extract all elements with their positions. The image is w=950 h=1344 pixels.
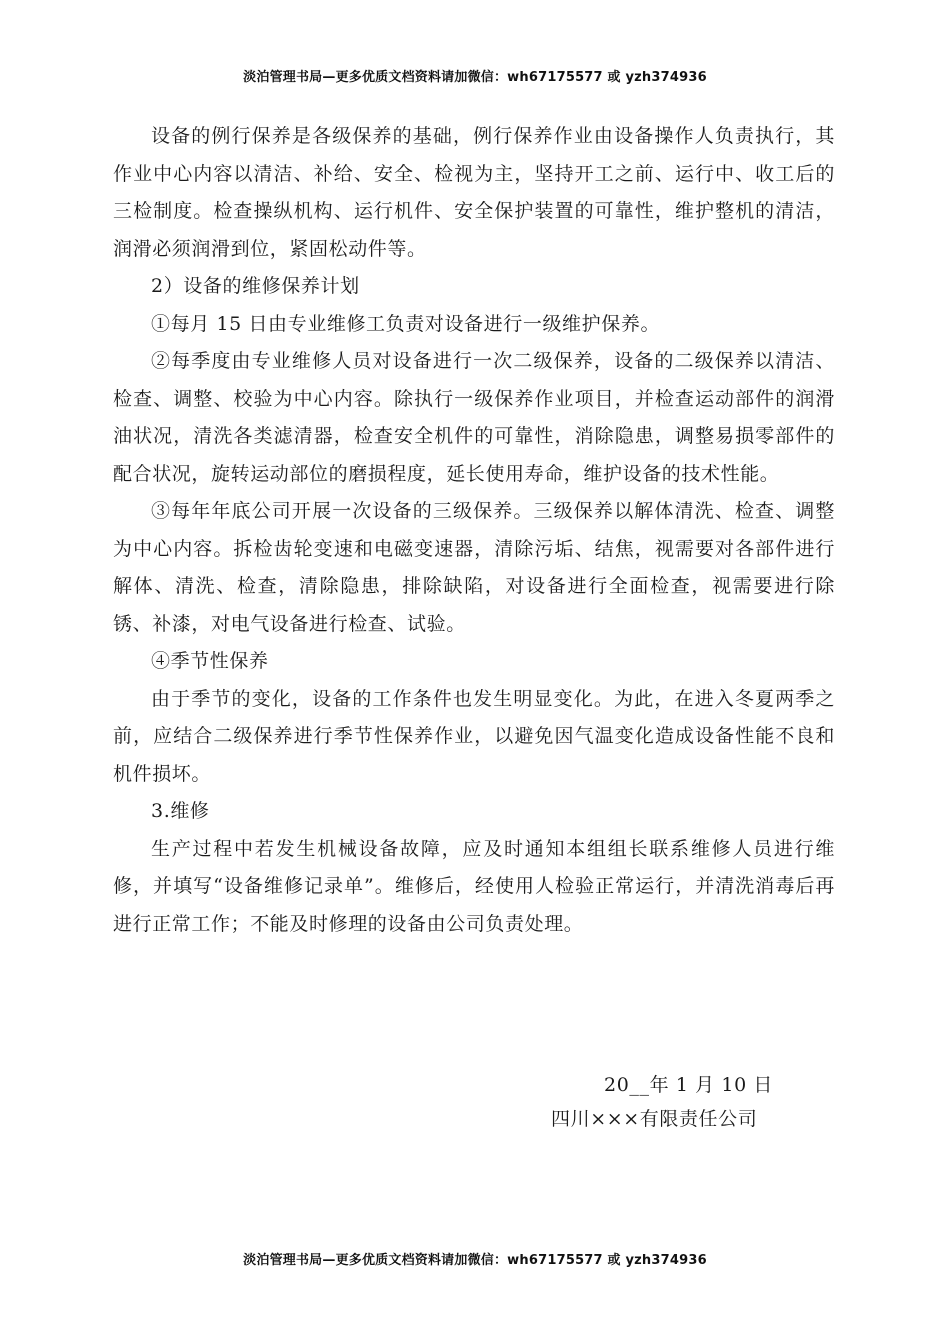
page-header: 淡泊管理书局—更多优质文档资料请加微信：wh67175577 或 yzh374936: [243, 70, 707, 85]
paragraph-routine-maintenance: 设备的例行保养是各级保养的基础，例行保养作业由设备操作人负责执行，其作业中心内容以清洁、补给、安全、检视为主，坚持开工之前、运行中、收工后的三检制度。检查操纵机构、运行机件、安全保护装置的可靠性，维护整机的清洁，润滑必须润滑到位，紧固松动件等。: [113, 125, 835, 260]
paragraph-seasonal-maintenance: 由于季节的变化，设备的工作条件也发生明显变化。为此，在进入冬夏两季之前，应结合二级保养进行季节性保养作业，以避免因气温变化造成设备性能不良和机件损坏。: [113, 687, 835, 785]
list-item-third-level: ③每年年底公司开展一次设备的三级保养。三级保养以解体清洗、检查、调整为中心内容。拆检齿轮变速和电磁变速器，清除污垢、结焦，视需要对各部件进行解体、清洗、检查，清除隐患，排除缺陷，对设备进行全面检查，视需要进行除锈、补漆，对电气设备进行检查、试验。: [113, 500, 835, 635]
list-item-first-level: ①每月 15 日由专业维修工负责对设备进行一级维护保养。: [151, 312, 661, 335]
paragraph-repair: 生产过程中若发生机械设备故障，应及时通知本组组长联系维修人员进行维修，并填写“设备维修记录单”。维修后，经使用人检验正常运行，并清洗消毒后再进行正常工作；不能及时修理的设备由公司负责处理。: [113, 837, 835, 935]
section-heading-repair: 3.维修: [151, 800, 210, 822]
list-item-seasonal: ④季节性保养: [151, 650, 269, 672]
signature-date: 20__年 1 月 10 日: [604, 1074, 774, 1096]
list-item-second-level: ②每季度由专业维修人员对设备进行一次二级保养，设备的二级保养以清洁、检查、调整、校验为中心内容。除执行一级保养作业项目，并检查运动部件的润滑油状况，清洗各类滤清器，检查安全机件的可靠性，消除隐患，调整易损零部件的配合状况，旋转运动部位的磨损程度，延长使用寿命，维护设备的技术性能。: [113, 350, 835, 485]
page-footer: 淡泊管理书局—更多优质文档资料请加微信：wh67175577 或 yzh374936: [243, 1253, 707, 1268]
document-body: [113, 118, 835, 943]
section-heading-maintenance-plan: 2）设备的维修保养计划: [151, 275, 360, 297]
signature-company: 四川×××有限责任公司: [551, 1108, 758, 1130]
